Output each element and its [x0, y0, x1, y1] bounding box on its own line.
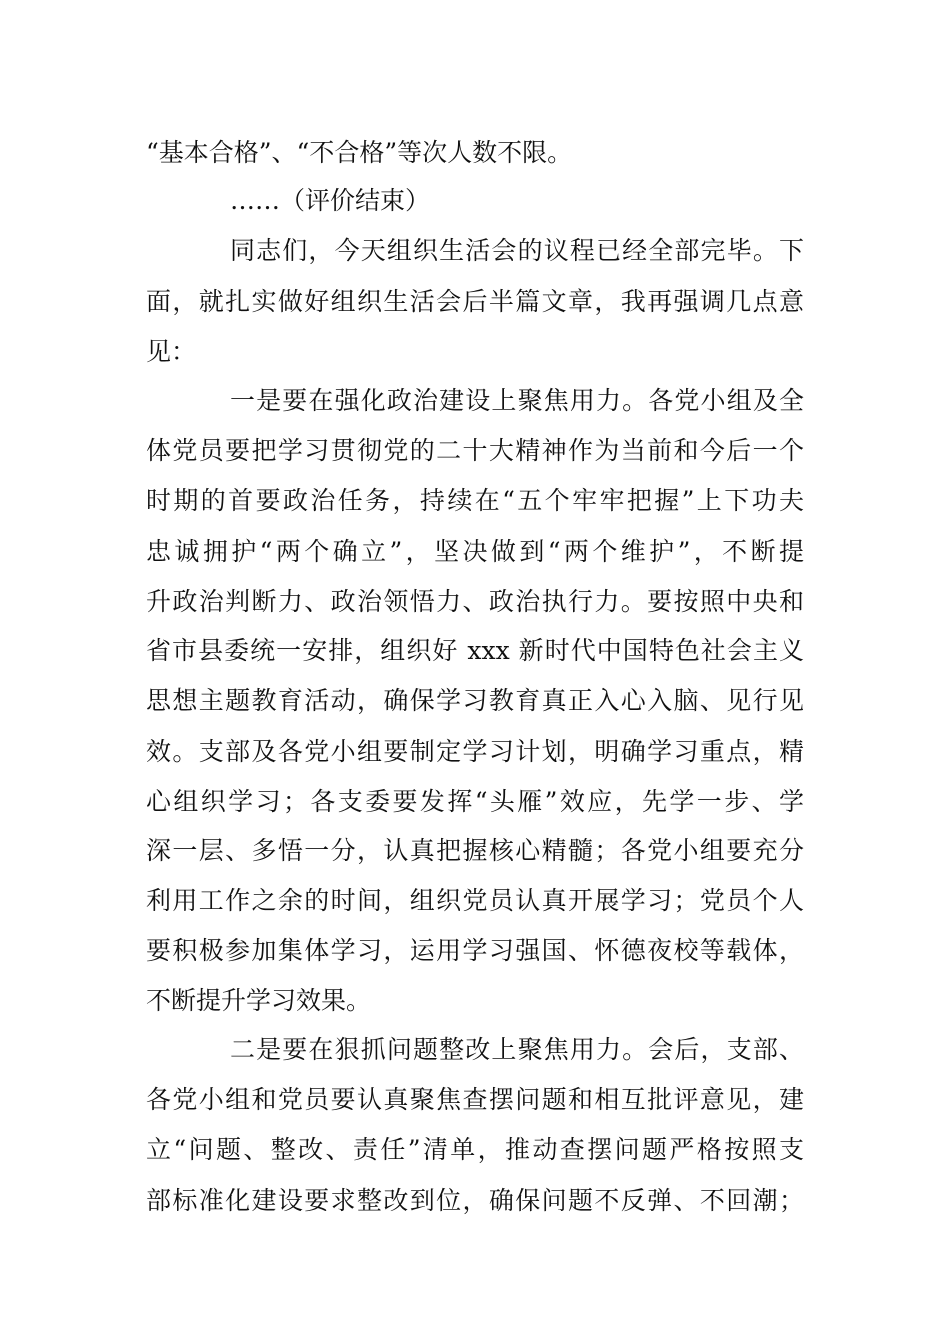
- text-line-content: 部标准化建设要求整改到位，确保问题不反弹、不回潮；: [146, 1186, 804, 1215]
- text-line: [0, 936, 950, 966]
- text-line: [0, 287, 950, 317]
- text-line: [0, 486, 950, 516]
- text-line: [0, 787, 950, 817]
- text-line: [0, 138, 950, 168]
- text-line: [0, 636, 950, 666]
- text-line: [0, 1085, 950, 1115]
- text-line-content: 忠诚拥护“两个确立”，坚决做到“两个维护”，不断提: [146, 537, 804, 566]
- text-line-content: 思想主题教育活动，确保学习教育真正入心入脑、见行见: [146, 686, 804, 715]
- text-line-content: 要积极参加集体学习，运用学习强国、怀德夜校等载体，: [146, 936, 804, 965]
- text-line-content: 同志们，今天组织生活会的议程已经全部完毕。下: [230, 236, 804, 265]
- text-line: [0, 236, 950, 266]
- text-line: [0, 836, 950, 866]
- text-line-content: 二是要在狠抓问题整改上聚焦用力。会后，支部、: [230, 1035, 804, 1064]
- text-line-content: 时期的首要政治任务，持续在“五个牢牢把握”上下功夫: [146, 486, 804, 515]
- text-line-content: 立“问题、整改、责任”清单，推动查摆问题严格按照支: [146, 1135, 804, 1164]
- text-line: [0, 186, 950, 216]
- text-line-content: 不断提升学习效果。: [146, 986, 372, 1015]
- text-line-content: 体党员要把学习贯彻党的二十大精神作为当前和今后一个: [146, 436, 804, 465]
- text-line-content: 面，就扎实做好组织生活会后半篇文章，我再强调几点意: [146, 287, 804, 316]
- text-line: [0, 1186, 950, 1216]
- text-line-content: 见：: [146, 337, 197, 366]
- text-line: [0, 436, 950, 466]
- text-line-content: 各党小组和党员要认真聚焦查摆问题和相互批评意见，建: [146, 1085, 804, 1114]
- text-line: [0, 686, 950, 716]
- text-line: [0, 1135, 950, 1165]
- text-line: [0, 537, 950, 567]
- text-line-content: 一是要在强化政治建设上聚焦用力。各党小组及全: [230, 386, 804, 415]
- text-line-content: “基本合格”、“不合格”等次人数不限。: [146, 138, 573, 167]
- text-line-content: 升政治判断力、政治领悟力、政治执行力。要按照中央和: [146, 587, 804, 616]
- text-line: [0, 337, 950, 367]
- text-line-content: 效。支部及各党小组要制定学习计划，明确学习重点，精: [146, 737, 804, 766]
- text-line-content: 省市县委统一安排，组织好 xxx 新时代中国特色社会主义: [146, 636, 804, 665]
- text-line: [0, 1035, 950, 1065]
- text-line-content: 深一层、多悟一分，认真把握核心精髓；各党小组要充分: [146, 836, 804, 865]
- text-line: [0, 386, 950, 416]
- text-line-content: 心组织学习；各支委要发挥“头雁”效应，先学一步、学: [146, 787, 804, 816]
- text-line: [0, 886, 950, 916]
- text-line-content: ……（评价结束）: [230, 186, 431, 215]
- text-line: [0, 737, 950, 767]
- text-line: [0, 587, 950, 617]
- text-line-content: 利用工作之余的时间，组织党员认真开展学习；党员个人: [146, 886, 804, 915]
- text-line: [0, 986, 950, 1016]
